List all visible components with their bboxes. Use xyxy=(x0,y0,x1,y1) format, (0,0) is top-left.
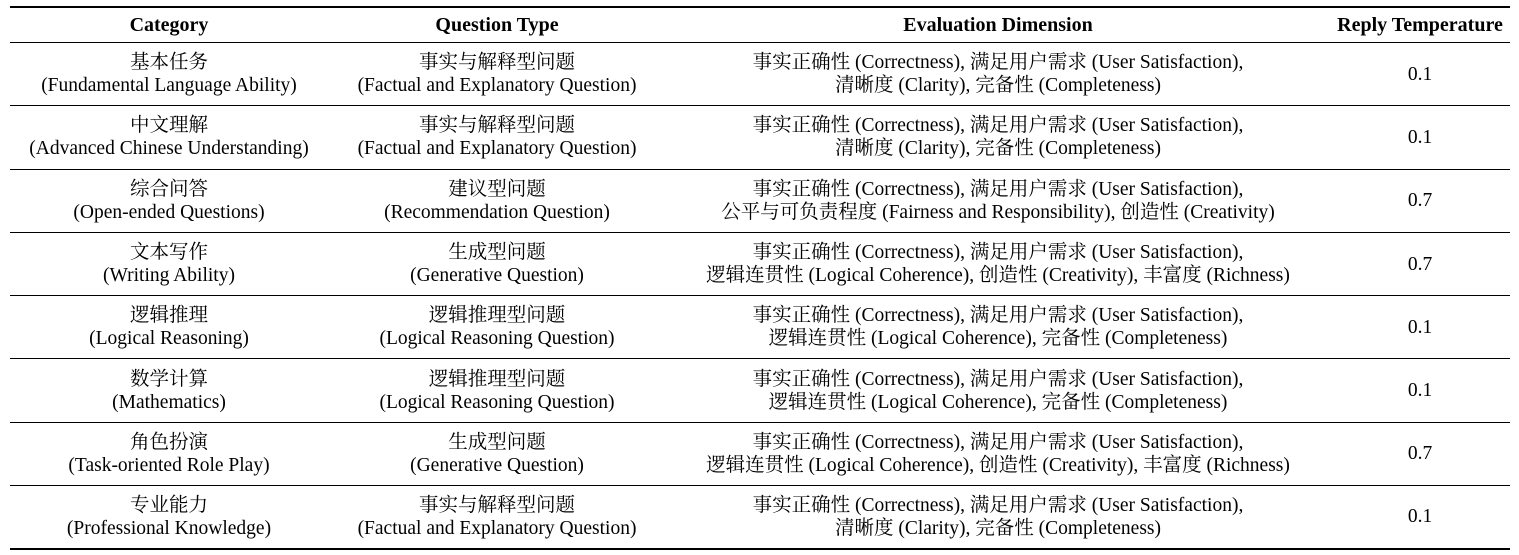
evaluation-table xyxy=(10,6,1510,550)
question-type-cell-line: 逻辑推理型问题 xyxy=(428,305,566,327)
question-type-cell-line: (Factual and Explanatory Question) xyxy=(357,75,637,97)
question-type-cell xyxy=(328,296,666,359)
evaluation-dimension-cell-line: 清晰度 (Clarity), 完备性 (Completeness) xyxy=(834,517,1162,539)
category-cell-line: (Writing Ability) xyxy=(103,265,235,287)
reply-temperature-cell: 0.1 xyxy=(1407,316,1433,338)
reply-temperature-cell: 0.1 xyxy=(1407,506,1433,528)
category-cell-line: (Logical Reasoning) xyxy=(89,328,249,350)
reply-temperature-cell: 0.1 xyxy=(1407,380,1433,402)
evaluation-dimension-cell xyxy=(666,486,1330,549)
table-row xyxy=(10,169,1510,232)
question-type-cell-line: (Logical Reasoning Question) xyxy=(379,391,615,413)
evaluation-dimension-cell-line: 事实正确性 (Correctness), 满足用户需求 (User Satisfaction), xyxy=(752,431,1244,453)
table-header xyxy=(10,7,1510,43)
question-type-cell-line: (Generative Question) xyxy=(410,454,584,476)
question-type-cell xyxy=(328,43,666,106)
table-row xyxy=(10,106,1510,169)
header-row xyxy=(10,7,1510,43)
evaluation-dimension-cell xyxy=(666,296,1330,359)
category-cell xyxy=(10,486,328,549)
table-body xyxy=(10,43,1510,549)
category-cell xyxy=(10,169,328,232)
question-type-cell-line: 逻辑推理型问题 xyxy=(428,368,566,390)
question-type-cell-line: (Recommendation Question) xyxy=(384,201,610,223)
reply-temperature-cell: 0.1 xyxy=(1407,126,1433,148)
evaluation-dimension-cell xyxy=(666,43,1330,106)
evaluation-dimension-cell-line: 事实正确性 (Correctness), 满足用户需求 (User Satisfaction), xyxy=(752,52,1244,74)
category-cell xyxy=(10,296,328,359)
question-type-cell-line: 事实与解释型问题 xyxy=(418,52,575,74)
category-cell-line: (Task-oriented Role Play) xyxy=(68,454,270,476)
evaluation-dimension-cell-line: 事实正确性 (Correctness), 满足用户需求 (User Satisfaction), xyxy=(752,368,1244,390)
category-cell-line: 中文理解 xyxy=(129,115,208,137)
category-cell-line: 逻辑推理 xyxy=(129,305,208,327)
category-cell xyxy=(10,232,328,295)
category-cell-line: 数学计算 xyxy=(129,368,208,390)
header-category: Category xyxy=(129,13,209,36)
category-cell-line: (Professional Knowledge) xyxy=(66,517,272,539)
evaluation-dimension-cell-line: 事实正确性 (Correctness), 满足用户需求 (User Satisfaction), xyxy=(752,115,1244,137)
header-evaluation-dimension: Evaluation Dimension xyxy=(903,13,1093,36)
evaluation-dimension-cell xyxy=(666,232,1330,295)
evaluation-dimension-cell-line: 事实正确性 (Correctness), 满足用户需求 (User Satisfaction), xyxy=(752,242,1244,264)
category-cell-line: 专业能力 xyxy=(129,494,208,516)
question-type-cell-line: (Generative Question) xyxy=(410,265,584,287)
evaluation-dimension-cell xyxy=(666,169,1330,232)
question-type-cell-line: 事实与解释型问题 xyxy=(418,115,575,137)
table-row xyxy=(10,43,1510,106)
question-type-cell xyxy=(328,422,666,485)
evaluation-dimension-cell-line: 事实正确性 (Correctness), 满足用户需求 (User Satisfaction), xyxy=(752,494,1244,516)
reply-temperature-cell: 0.7 xyxy=(1407,443,1433,465)
evaluation-dimension-cell-line: 事实正确性 (Correctness), 满足用户需求 (User Satisfaction), xyxy=(752,178,1244,200)
question-type-cell-line: 生成型问题 xyxy=(448,431,546,453)
reply-temperature-cell: 0.1 xyxy=(1407,63,1433,85)
category-cell xyxy=(10,359,328,422)
question-type-cell-line: (Logical Reasoning Question) xyxy=(379,328,615,350)
header-reply-temperature: Reply Temperature xyxy=(1337,13,1503,36)
table-row xyxy=(10,296,1510,359)
evaluation-dimension-cell-line: 清晰度 (Clarity), 完备性 (Completeness) xyxy=(834,75,1162,97)
question-type-cell-line: 生成型问题 xyxy=(448,242,546,264)
question-type-cell xyxy=(328,106,666,169)
evaluation-dimension-cell-line: 公平与可负责程度 (Fairness and Responsibility), 创造性 (Creativity) xyxy=(721,201,1275,223)
category-cell-line: 基本任务 xyxy=(129,52,208,74)
question-type-cell xyxy=(328,359,666,422)
category-cell xyxy=(10,43,328,106)
evaluation-dimension-cell-line: 逻辑连贯性 (Logical Coherence), 完备性 (Completeness) xyxy=(768,328,1228,350)
evaluation-dimension-cell-line: 逻辑连贯性 (Logical Coherence), 创造性 (Creativity), 丰富度 (Richness) xyxy=(706,265,1290,287)
evaluation-dimension-cell-line: 事实正确性 (Correctness), 满足用户需求 (User Satisfaction), xyxy=(752,305,1244,327)
evaluation-table-container xyxy=(10,6,1510,550)
question-type-cell-line: (Factual and Explanatory Question) xyxy=(357,517,637,539)
category-cell-line: 角色扮演 xyxy=(129,431,208,453)
evaluation-dimension-cell xyxy=(666,106,1330,169)
reply-temperature-cell: 0.7 xyxy=(1407,253,1433,275)
evaluation-dimension-cell-line: 清晰度 (Clarity), 完备性 (Completeness) xyxy=(834,138,1162,160)
category-cell-line: (Advanced Chinese Understanding) xyxy=(29,138,309,160)
category-cell-line: (Open-ended Questions) xyxy=(73,201,265,223)
table-row xyxy=(10,486,1510,549)
evaluation-dimension-cell-line: 逻辑连贯性 (Logical Coherence), 完备性 (Completeness) xyxy=(768,391,1228,413)
reply-temperature-cell: 0.7 xyxy=(1407,190,1433,212)
category-cell-line: (Mathematics) xyxy=(112,391,226,413)
question-type-cell xyxy=(328,232,666,295)
evaluation-dimension-cell-line: 逻辑连贯性 (Logical Coherence), 创造性 (Creativity), 丰富度 (Richness) xyxy=(706,454,1290,476)
category-cell xyxy=(10,422,328,485)
category-cell-line: 文本写作 xyxy=(129,242,208,264)
question-type-cell xyxy=(328,486,666,549)
question-type-cell-line: 建议型问题 xyxy=(448,178,546,200)
question-type-cell xyxy=(328,169,666,232)
header-question-type: Question Type xyxy=(435,13,559,36)
evaluation-dimension-cell xyxy=(666,359,1330,422)
question-type-cell-line: 事实与解释型问题 xyxy=(418,494,575,516)
question-type-cell-line: (Factual and Explanatory Question) xyxy=(357,138,637,160)
evaluation-dimension-cell xyxy=(666,422,1330,485)
table-row xyxy=(10,232,1510,295)
category-cell xyxy=(10,106,328,169)
category-cell-line: (Fundamental Language Ability) xyxy=(41,75,297,97)
table-row xyxy=(10,359,1510,422)
table-row xyxy=(10,422,1510,485)
category-cell-line: 综合问答 xyxy=(129,178,208,200)
